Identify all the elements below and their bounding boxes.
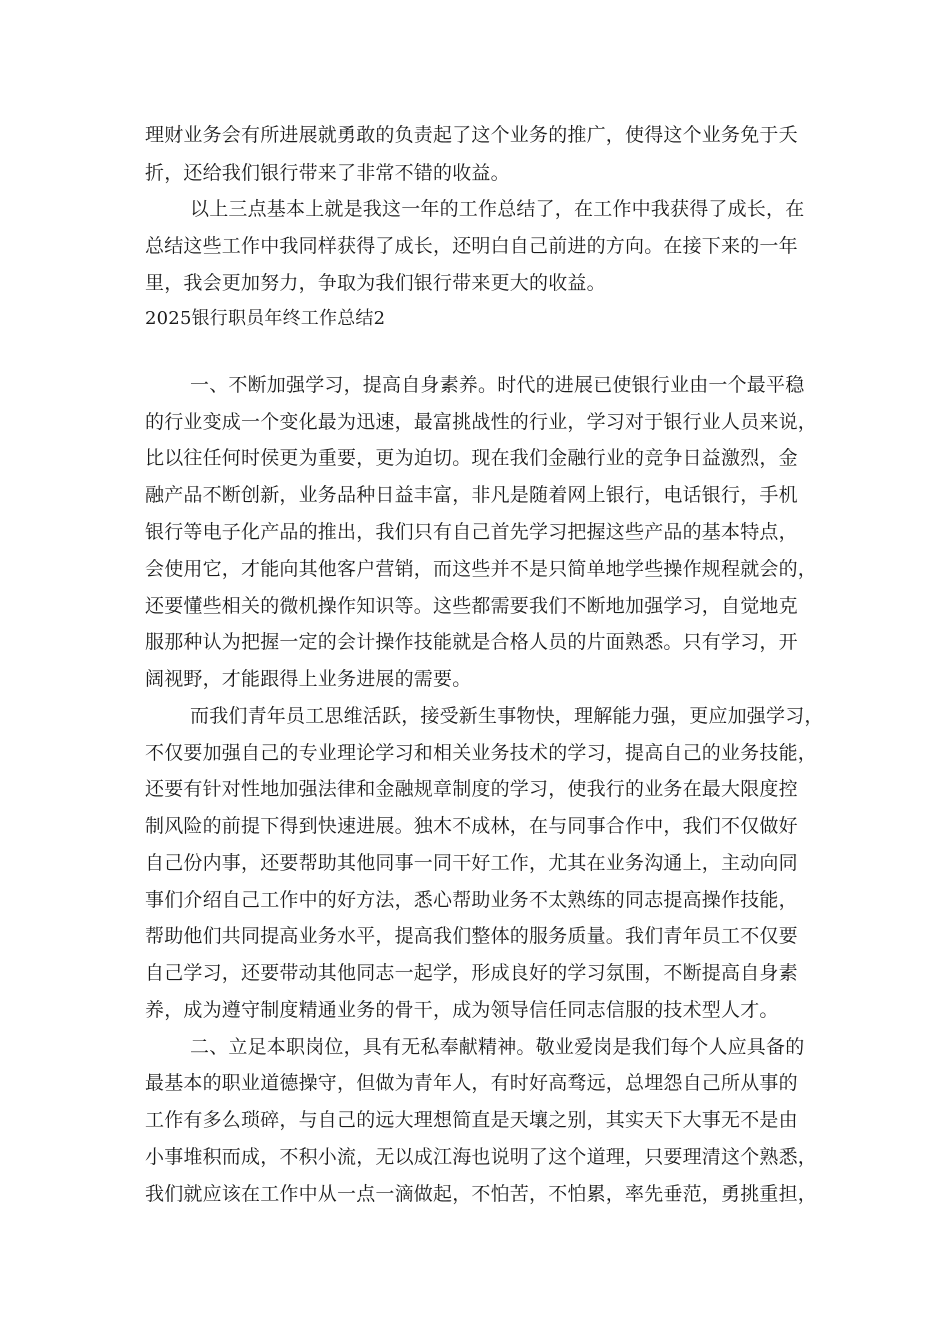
text-line: 还要懂些相关的微机操作知识等。这些都需要我们不断地加强学习，自觉地克	[145, 595, 798, 617]
paragraph-start-line: 以上三点基本上就是我这一年的工作总结了，在工作中我获得了成长，在	[190, 198, 805, 220]
text-line: 事们介绍自己工作中的好方法，悉心帮助业务不太熟练的同志提高操作技能，	[145, 889, 798, 911]
text-line: 小事堆积而成，不积小流，无以成江海也说明了这个道理，只要理清这个熟悉，	[145, 1146, 818, 1168]
text-line: 制风险的前提下得到快速进展。独木不成林，在与同事合作中，我们不仅做好	[145, 815, 798, 837]
paragraph-start-line: 一、不断加强学习，提高自身素养。时代的进展已使银行业由一个最平稳	[190, 374, 805, 396]
section-heading: 2025银行职员年终工作总结2	[145, 308, 386, 329]
text-line: 折，还给我们银行带来了非常不错的收益。	[145, 162, 510, 184]
text-line: 阔视野，才能跟得上业务进展的需要。	[145, 668, 472, 690]
text-line: 里，我会更加努力，争取为我们银行带来更大的收益。	[145, 272, 606, 294]
text-line: 帮助他们共同提高业务水平，提高我们整体的服务质量。我们青年员工不仅要	[145, 925, 798, 947]
text-line: 不仅要加强自己的专业理论学习和相关业务技术的学习，提高自己的业务技能，	[145, 742, 818, 764]
text-line: 理财业务会有所进展就勇敢的负责起了这个业务的推广，使得这个业务免于夭	[145, 124, 798, 146]
text-line: 我们就应该在工作中从一点一滴做起，不怕苦，不怕累，率先垂范，勇挑重担，	[145, 1183, 818, 1205]
text-line: 养，成为遵守制度精通业务的骨干，成为领导信任同志信服的技术型人才。	[145, 999, 779, 1021]
text-line: 银行等电子化产品的推出，我们只有自己首先学习把握这些产品的基本特点，	[145, 521, 798, 543]
text-line: 最基本的职业道德操守，但做为青年人，有时好高骛远，总埋怨自己所从事的	[145, 1072, 798, 1094]
paragraph-start-line: 二、立足本职岗位，具有无私奉献精神。敬业爱岗是我们每个人应具备的	[190, 1036, 805, 1058]
text-line: 自己份内事，还要帮助其他同事一同干好工作，尤其在业务沟通上，主动向同	[145, 852, 798, 874]
text-line: 融产品不断创新，业务品种日益丰富，非凡是随着网上银行，电话银行，手机	[145, 484, 798, 506]
text-line: 会使用它，才能向其他客户营销，而这些并不是只简单地学些操作规程就会的，	[145, 558, 818, 580]
text-line: 工作有多么琐碎，与自己的远大理想简直是天壤之别，其实天下大事无不是由	[145, 1109, 798, 1131]
text-line: 服那种认为把握一定的会计操作技能就是合格人员的片面熟悉。只有学习，开	[145, 631, 798, 653]
text-line: 比以往任何时侯更为重要，更为迫切。现在我们金融行业的竞争日益激烈，金	[145, 447, 798, 469]
text-line: 还要有针对性地加强法律和金融规章制度的学习，使我行的业务在最大限度控	[145, 778, 798, 800]
text-line: 的行业变成一个变化最为迅速，最富挑战性的行业，学习对于银行业人员来说，	[145, 411, 818, 433]
text-line: 总结这些工作中我同样获得了成长，还明白自己前进的方向。在接下来的一年	[145, 235, 798, 257]
paragraph-start-line: 而我们青年员工思维活跃，接受新生事物快，理解能力强，更应加强学习，	[190, 705, 824, 727]
text-line: 自己学习，还要带动其他同志一起学，形成良好的学习氛围，不断提高自身素	[145, 962, 798, 984]
